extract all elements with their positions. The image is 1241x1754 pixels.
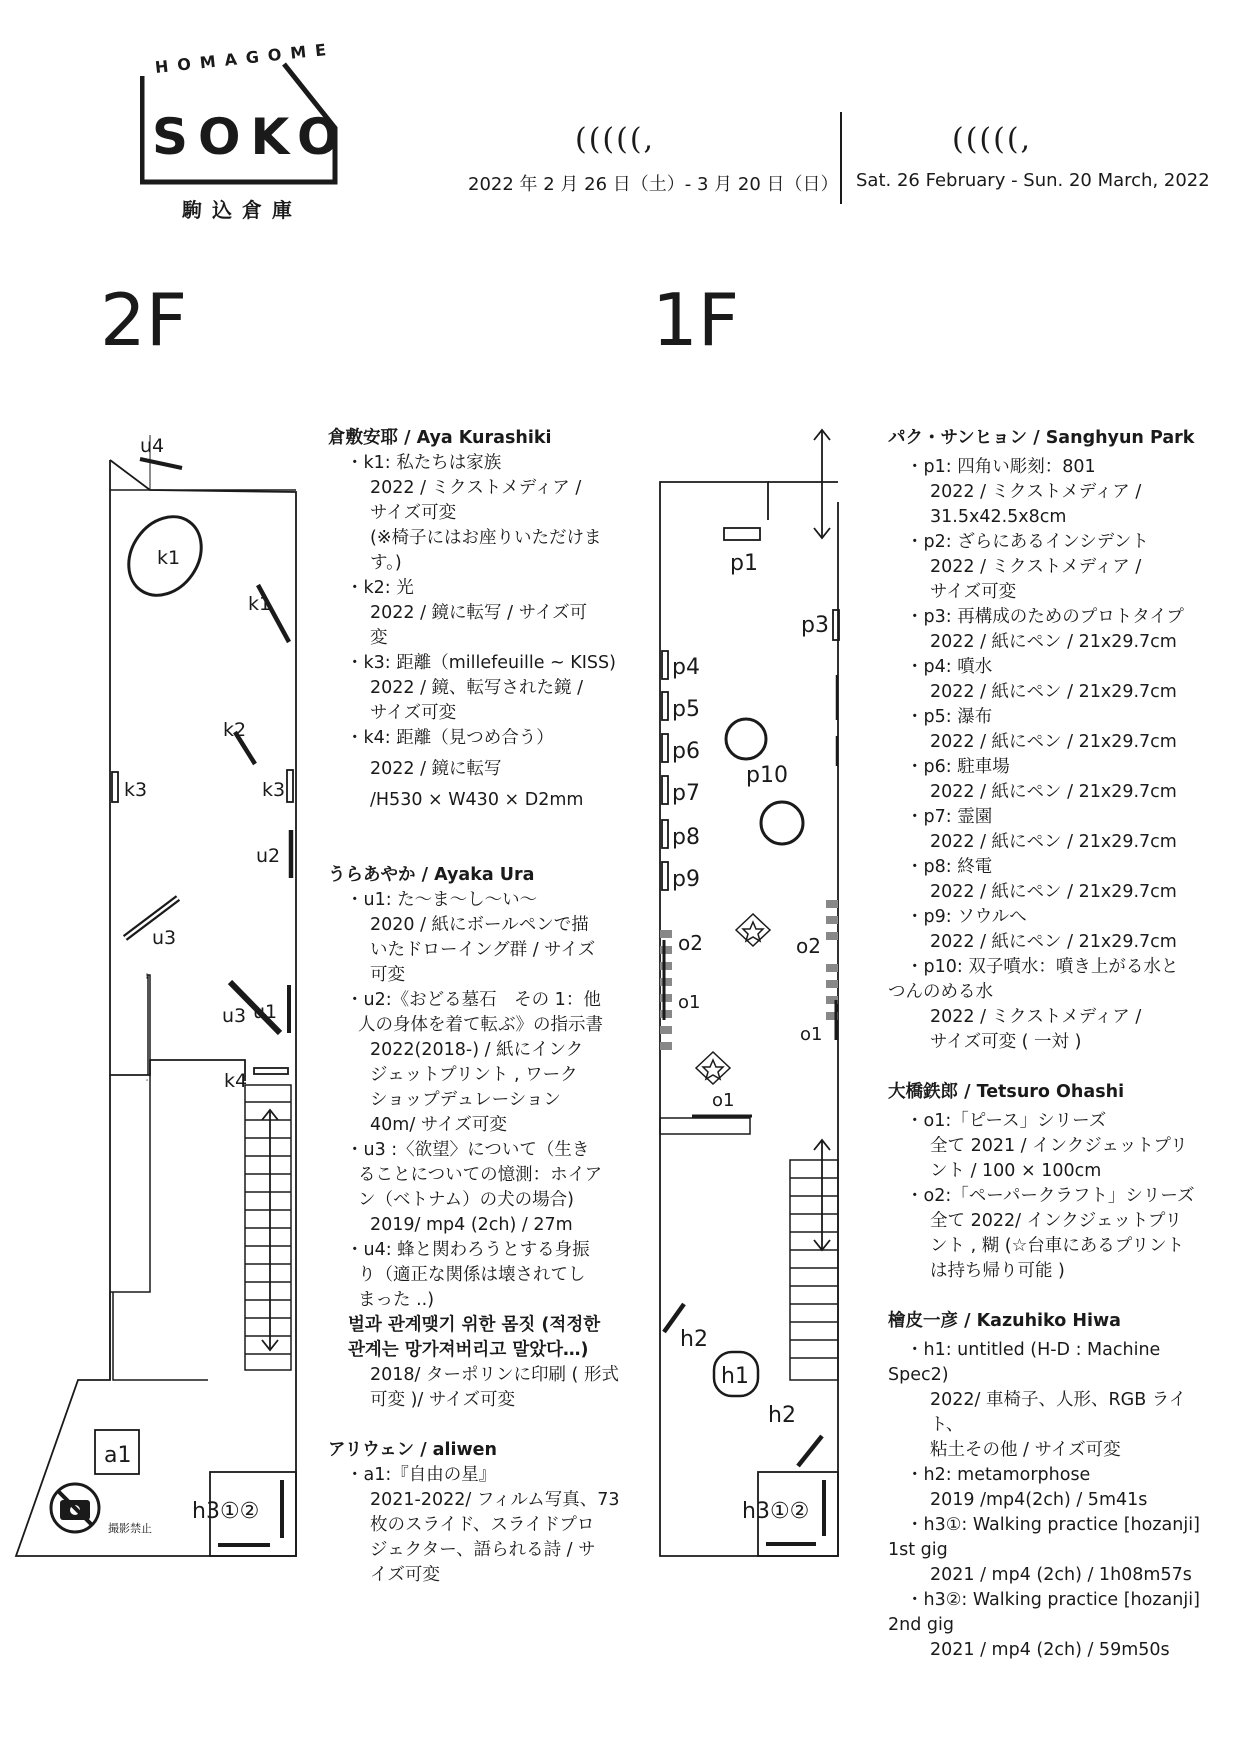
artwork-line: (※椅子にはお座りいただけま [370, 528, 602, 548]
artist-heading: うらあやか / Ayaka Ura [328, 865, 535, 885]
2f-label-k2: k2 [223, 719, 247, 741]
artwork-line: 2022 / ミクストメディア / [930, 557, 1142, 577]
1f-label-o1-left: o1 [678, 992, 701, 1013]
artwork-line: 관계는 망가져버리고 말았다…) [348, 1340, 589, 1360]
artwork-line: ・k1: 私たちは家族 [346, 453, 502, 473]
artwork-line: サイズ可変 [370, 703, 457, 723]
1f-p10-circle-b [761, 802, 803, 844]
2f-label-k3-left: k3 [124, 779, 148, 801]
artwork-line: ・p8: 終電 [906, 857, 993, 877]
artwork-line: は持ち帰り可能 ) [930, 1261, 1065, 1281]
spacer [328, 1413, 638, 1438]
artist-heading: 大橋鉄郎 / Tetsuro Ohashi [888, 1082, 1125, 1102]
artwork-line: ショップデュレーション [370, 1090, 561, 1110]
artwork-line: ・u2:《おどる墓石 その 1：他 [346, 990, 601, 1010]
1f-label-p3: p3 [801, 613, 829, 638]
artwork-line: 2022 / 紙にペン / 21x29.7cm [930, 682, 1177, 702]
artwork-line: ジェクター、語られる詩 / サ [370, 1540, 596, 1560]
spacer [328, 813, 638, 838]
artwork-line: ジェットプリント , ワーク [370, 1065, 578, 1085]
artwork-line: ント / 100 × 100cm [930, 1161, 1102, 1181]
artwork-line: り（適正な関係は壊されてし [358, 1265, 586, 1285]
header-divider [840, 112, 842, 204]
exhibition-date-en: Sat. 26 February - Sun. 20 March, 2022 [856, 170, 1210, 191]
artwork-line: ・p7: 霊園 [906, 807, 993, 827]
artwork-line: ・p5: 瀑布 [906, 707, 993, 727]
artwork-line: 2022 / 紙にペン / 21x29.7cm [930, 782, 1177, 802]
artwork-line: 可変 [370, 965, 405, 985]
artwork-line: 40m/ サイズ可変 [370, 1115, 507, 1135]
2f-label-k4: k4 [224, 1070, 248, 1092]
artist-heading: 倉敷安耶 / Aya Kurashiki [328, 428, 552, 448]
artwork-line: 벌과 관계맺기 위한 몸짓 (적정한 [348, 1315, 601, 1335]
1f-label-p1: p1 [730, 551, 758, 576]
artwork-line: 2022 / ミクストメディア / [930, 482, 1142, 502]
2f-label-u3-b: u3 [222, 1005, 247, 1027]
artwork-line: 可変 )/ サイズ可変 [370, 1390, 515, 1410]
exhibition-title-en: (((((, [952, 122, 1033, 157]
2f-label-u1: u1 [253, 1001, 278, 1023]
1f-label-h2-left: h2 [680, 1327, 708, 1352]
artwork-line: 2nd gig [888, 1615, 954, 1635]
artwork-line: ・u4: 蜂と関わろうとする身振 [346, 1240, 590, 1260]
artwork-line: 2022 / 紙にペン / 21x29.7cm [930, 632, 1177, 652]
star-cart-icon [736, 914, 770, 946]
artwork-line: 2020 / 紙にボールペンで描 [370, 915, 589, 935]
artwork-line: ・p10: 双子噴水：噴き上がる水と [906, 957, 1179, 977]
logo-main-text: SOKO [152, 108, 350, 166]
artwork-line: 2022 / 紙にペン / 21x29.7cm [930, 932, 1177, 952]
artwork-line: つんのめる水 [888, 982, 993, 1002]
artwork-line: す。) [370, 553, 402, 573]
2f-label-k1: k1 [157, 547, 181, 569]
1f-p4-mark [662, 651, 668, 679]
artist-column-left [328, 426, 638, 1588]
artwork-line: ・h1: untitled (H-D : Machine [906, 1340, 1161, 1360]
artwork-line: /H530 × W430 × D2mm [370, 790, 584, 810]
artwork-line: サイズ可変 [930, 582, 1017, 602]
logo-top-text: HOMAGOME [154, 39, 336, 77]
1f-label-h3: h3①② [742, 1499, 810, 1524]
1f-label-o1-right: o1 [800, 1024, 823, 1045]
2f-label-u2: u2 [256, 845, 281, 867]
artwork-line: ・p3: 再構成のためのプロトタイプ [906, 607, 1184, 627]
star-cart-icon [696, 1052, 730, 1084]
artwork-line: 2022 / 鏡に転写 [370, 759, 502, 779]
artist-heading: 檜皮一彦 / Kazuhiko Hiwa [888, 1311, 1121, 1331]
1f-label-h1: h1 [721, 1364, 749, 1389]
artwork-line: ・p1: 四角い彫刻：801 [906, 457, 1096, 477]
1f-stairs [790, 1160, 838, 1380]
artwork-line: ることについての憶測：ホイア [358, 1165, 603, 1185]
2f-label-a1: a1 [104, 1443, 132, 1468]
artwork-line: 人の身体を着て転ぶ》の指示書 [358, 1015, 603, 1035]
1f-h2-right-mark [798, 1436, 822, 1466]
artwork-line: 2022/ 車椅子、人形、RGB ライト、 [930, 1390, 1187, 1435]
2f-k3-left-mark [112, 772, 118, 802]
artwork-line: ・h3①: Walking practice [hozanji] [906, 1515, 1200, 1535]
1f-p7-mark [662, 776, 668, 804]
1f-label-p9: p9 [672, 867, 700, 892]
1f-p8-mark [662, 820, 668, 848]
2f-u4-mark [140, 459, 182, 468]
artwork-line: まった ..) [358, 1290, 435, 1310]
artwork-line: ント , 糊 (☆台車にあるプリント [930, 1236, 1185, 1256]
1f-label-p10: p10 [746, 763, 788, 788]
artwork-line: ・h3②: Walking practice [hozanji] [906, 1590, 1200, 1610]
artwork-line: 2019 /mp4(2ch) / 5m41s [930, 1490, 1148, 1510]
artist-heading: アリウェン / aliwen [328, 1440, 497, 1460]
artwork-line: 全て 2021 / インクジェットプリ [930, 1136, 1188, 1156]
1f-label-p8: p8 [672, 825, 700, 850]
2f-label-no-photo: 撮影禁止 [108, 1522, 152, 1535]
1f-p10-circle-a [726, 719, 766, 759]
artwork-line: 2022 / ミクストメディア / [930, 1007, 1142, 1027]
artwork-line: ・p6: 駐車場 [906, 757, 1010, 777]
artwork-line: 2018/ ターポリンに印刷 ( 形式 [370, 1365, 619, 1385]
1f-p5-mark [662, 692, 668, 720]
artwork-line: ・p4: 噴水 [906, 657, 993, 677]
artwork-line: ・h2: metamorphose [906, 1465, 1091, 1485]
1f-label-p7: p7 [672, 781, 700, 806]
artwork-line: 31.5x42.5x8cm [930, 507, 1067, 527]
artwork-line: ・u3 :〈欲望〉について（生き [346, 1140, 590, 1160]
artwork-line: 2022 / 鏡に転写 / サイズ可 [370, 603, 588, 623]
2f-k4-mark [254, 1068, 288, 1074]
artwork-line: 2022 / 鏡、転写された鏡 / [370, 678, 584, 698]
artwork-line: ・p9: ソウルへ [906, 907, 1027, 927]
artwork-line: ・p2: ざらにあるインシデント [906, 532, 1149, 552]
artwork-line: 2022 / 紙にペン / 21x29.7cm [930, 732, 1177, 752]
2f-label-k3-right: k3 [262, 779, 286, 801]
2f-label-u3-a: u3 [152, 927, 177, 949]
artwork-line: 2019/ mp4 (2ch) / 27m [370, 1215, 573, 1235]
artwork-line: 2022 / 紙にペン / 21x29.7cm [930, 832, 1177, 852]
artwork-line: 1st gig [888, 1540, 948, 1560]
2f-label-h3: h3①② [192, 1499, 260, 1524]
1f-label-p6: p6 [672, 739, 700, 764]
2f-stairs [245, 1085, 291, 1370]
artwork-line: ・o2:「ペーパークラフト」シリーズ [906, 1186, 1195, 1206]
floor-plan-1f [640, 420, 870, 1590]
exhibition-title-ja: (((((, [575, 122, 656, 157]
artwork-line: 全て 2022/ インクジェットプリ [930, 1211, 1183, 1231]
artist-heading: パク・サンヒョン / Sanghyun Park [888, 428, 1195, 448]
artwork-line: 粘土その他 / サイズ可変 [930, 1440, 1121, 1460]
1f-label-h2-right: h2 [768, 1403, 796, 1428]
1f-label-o2-right: o2 [796, 934, 821, 958]
exhibition-date-ja: 2022 年 2 月 26 日（土）- 3 月 20 日（日） [468, 174, 839, 195]
1f-p6-mark [662, 734, 668, 762]
artwork-line: ・a1:『自由の星』 [346, 1465, 497, 1485]
artwork-line: ・u1: た〜ま〜し〜い〜 [346, 890, 538, 910]
spacer [888, 1284, 1218, 1309]
spacer [888, 1055, 1218, 1080]
logo-sub-text: 駒込倉庫 [182, 198, 302, 222]
artwork-line: いたドローイング群 / サイズ [370, 940, 596, 960]
artwork-line: ・o1:「ピース」シリーズ [906, 1111, 1107, 1131]
artwork-line: ・k3: 距離（millefeuille ~ KISS) [346, 653, 616, 673]
artwork-line: イズ可変 [370, 1565, 440, 1585]
1f-label-p4: p4 [672, 655, 700, 680]
2f-interior-column [148, 975, 150, 1075]
artwork-line: ・k4: 距離（見つめ合う） [346, 728, 554, 748]
2f-k3-right-mark [287, 770, 293, 802]
artwork-line: 2021-2022/ フィルム写真、73 [370, 1490, 620, 1510]
artwork-line: 2022 / 紙にペン / 21x29.7cm [930, 882, 1177, 902]
no-photo-icon [51, 1484, 99, 1532]
1f-p1-mark [724, 528, 760, 540]
floor-plan-2f [0, 430, 320, 1580]
artwork-line: 2021 / mp4 (2ch) / 1h08m57s [930, 1565, 1192, 1585]
artwork-line: ン（ベトナム）の犬の場合) [358, 1190, 574, 1210]
artwork-line: サイズ可変 [370, 503, 457, 523]
1f-label-p5: p5 [672, 697, 700, 722]
artwork-line: 変 [370, 628, 388, 648]
1f-p9-mark [662, 862, 668, 890]
artwork-line: 2021 / mp4 (2ch) / 59m50s [930, 1640, 1170, 1660]
floor-2f-heading: 2F [100, 278, 188, 362]
artwork-line: ・k2: 光 [346, 578, 414, 598]
artwork-line: 2022(2018-) / 紙にインク [370, 1040, 584, 1060]
2f-label-k1-wall: k1 [248, 593, 272, 615]
artist-column-right [888, 426, 1218, 1663]
floor-1f-heading: 1F [652, 278, 740, 362]
artwork-line: サイズ可変 ( 一対 ) [930, 1032, 1082, 1052]
artwork-line: 枚のスライド、スライドプロ [370, 1515, 595, 1535]
spacer [328, 838, 638, 863]
artwork-line: Spec2) [888, 1365, 949, 1385]
1f-label-o1-bottom: o1 [712, 1090, 735, 1111]
2f-label-u4: u4 [140, 435, 165, 457]
artwork-line: 2022 / ミクストメディア / [370, 478, 582, 498]
1f-label-o2-left: o2 [678, 931, 703, 955]
